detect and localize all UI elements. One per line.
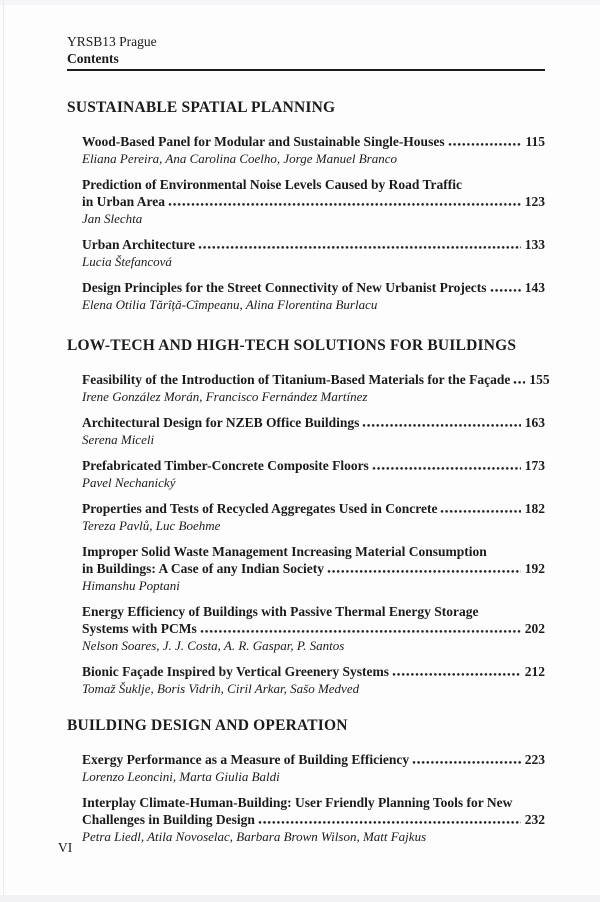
entry-title-line bbox=[82, 279, 545, 296]
dot-leader bbox=[412, 760, 521, 764]
entry-title-line bbox=[82, 176, 545, 193]
section-sustainable-spatial-planning bbox=[67, 98, 545, 313]
dot-leader bbox=[258, 820, 521, 824]
running-title: YRSB13 Prague bbox=[67, 34, 157, 49]
page-number: 182 bbox=[524, 501, 545, 516]
entry-title: Architectural Design for NZEB Office Buildings bbox=[82, 415, 360, 430]
entry-title-line bbox=[82, 236, 545, 253]
dot-leader bbox=[198, 245, 521, 249]
toc-entry bbox=[82, 500, 545, 534]
page-number: 133 bbox=[524, 237, 545, 252]
entry-title: Improper Solid Waste Management Increasing Material Consumption bbox=[82, 544, 487, 559]
dot-leader bbox=[513, 380, 525, 384]
entry-authors: Jan Slechta bbox=[82, 211, 143, 226]
entry-title-line-2 bbox=[82, 811, 545, 828]
entry-authors: Nelson Soares, J. J. Costa, A. R. Gaspar, P. Santos bbox=[82, 638, 345, 653]
entry-authors: Petra Liedl, Atila Novoselac, Barbara Brown Wilson, Matt Fajkus bbox=[82, 829, 427, 844]
dot-leader bbox=[490, 288, 521, 292]
entry-title-continued: Challenges in Building Design bbox=[82, 812, 255, 827]
page-number: 163 bbox=[524, 415, 545, 430]
entry-title-line bbox=[82, 500, 545, 517]
section-heading: LOW-TECH AND HIGH-TECH SOLUTIONS FOR BUILDINGS bbox=[67, 337, 517, 354]
footer-page-number: VI bbox=[58, 840, 73, 855]
entry-title-line bbox=[82, 371, 550, 388]
section-heading: SUSTAINABLE SPATIAL PLANNING bbox=[67, 99, 336, 116]
entry-title-line bbox=[82, 543, 545, 560]
entry-title-line-2 bbox=[82, 560, 545, 577]
entry-authors: Tereza Pavlů, Luc Boehme bbox=[82, 518, 221, 533]
running-header bbox=[67, 33, 545, 71]
page-number: 212 bbox=[524, 664, 545, 679]
entry-title-continued: in Urban Area bbox=[82, 194, 166, 209]
entry-authors: Tomaž Šuklje, Boris Vidrih, Ciril Arkar, Sašo Medved bbox=[82, 681, 360, 696]
entry-title-line bbox=[82, 663, 545, 680]
entry-authors: Lorenzo Leoncini, Marta Giulia Baldi bbox=[82, 769, 280, 784]
entry-title-line bbox=[82, 457, 545, 474]
entry-authors: Serena Miceli bbox=[82, 432, 155, 447]
entry-title-line-2 bbox=[82, 193, 545, 210]
entry-title: Wood-Based Panel for Modular and Sustainable Single-Houses bbox=[82, 134, 445, 149]
entry-title: Properties and Tests of Recycled Aggregates Used in Concrete bbox=[82, 501, 438, 516]
entry-title-line bbox=[82, 133, 545, 150]
dot-leader bbox=[440, 509, 520, 513]
entry-title: Design Principles for the Street Connectivity of New Urbanist Projects bbox=[82, 280, 487, 295]
entry-title: Feasibility of the Introduction of Titanium-Based Materials for the Façade bbox=[82, 372, 511, 387]
toc-entry bbox=[82, 371, 550, 405]
entry-authors: Himanshu Poptani bbox=[82, 578, 180, 593]
toc-entry bbox=[82, 414, 545, 448]
toc-entry bbox=[82, 457, 545, 491]
entry-title-line bbox=[82, 751, 545, 768]
page-number: 232 bbox=[524, 812, 545, 827]
entry-authors: Eliana Pereira, Ana Carolina Coelho, Jorge Manuel Branco bbox=[82, 151, 397, 166]
page-number: 155 bbox=[529, 372, 550, 387]
entry-title-line bbox=[82, 414, 545, 431]
section-heading: BUILDING DESIGN AND OPERATION bbox=[67, 717, 348, 734]
toc-entry bbox=[82, 663, 545, 697]
header-rule bbox=[67, 69, 545, 71]
dot-leader bbox=[372, 466, 521, 470]
page-number: 192 bbox=[524, 561, 545, 576]
entry-authors: Elena Otilia Tărîță-Cîmpeanu, Alina Florentina Burlacu bbox=[82, 297, 378, 312]
page-number: 115 bbox=[525, 134, 545, 149]
page-number: 202 bbox=[524, 621, 545, 636]
entry-title: Bionic Façade Inspired by Vertical Greenery Systems bbox=[82, 664, 389, 679]
entry-title: Urban Architecture bbox=[82, 237, 196, 252]
entry-title-line-2 bbox=[82, 620, 545, 637]
entry-title: Prediction of Environmental Noise Levels Caused by Road Traffic bbox=[82, 177, 462, 192]
entry-title-line bbox=[82, 603, 545, 620]
entry-authors: Irene González Morán, Francisco Fernández Martínez bbox=[82, 389, 368, 404]
dot-leader bbox=[392, 672, 521, 676]
toc-entry bbox=[82, 279, 545, 313]
toc-entry bbox=[82, 603, 545, 654]
entry-title: Prefabricated Timber-Concrete Composite Floors bbox=[82, 458, 369, 473]
toc-entry bbox=[82, 176, 545, 227]
toc-entry bbox=[82, 794, 545, 845]
dot-leader bbox=[362, 423, 520, 427]
entry-title: Interplay Climate-Human-Building: User Friendly Planning Tools for New bbox=[82, 795, 513, 810]
dot-leader bbox=[168, 202, 521, 206]
page-number: 223 bbox=[524, 752, 545, 767]
toc-entry bbox=[82, 751, 545, 785]
dot-leader bbox=[448, 142, 522, 146]
toc-entry bbox=[82, 236, 545, 270]
page-number: 173 bbox=[524, 458, 545, 473]
section-building-design-operation bbox=[67, 716, 545, 845]
contents-label: Contents bbox=[67, 51, 119, 66]
entry-title: Energy Efficiency of Buildings with Passive Thermal Energy Storage bbox=[82, 604, 479, 619]
toc-entry bbox=[82, 543, 545, 594]
entry-title: Exergy Performance as a Measure of Building Efficiency bbox=[82, 752, 410, 767]
entry-title-continued: Systems with PCMs bbox=[82, 621, 197, 636]
section-low-tech-high-tech-solutions bbox=[67, 336, 550, 697]
dot-leader bbox=[200, 629, 521, 633]
dot-leader bbox=[327, 569, 521, 573]
entry-title-continued: in Buildings: A Case of any Indian Society bbox=[82, 561, 324, 576]
page-number: 123 bbox=[524, 194, 545, 209]
toc-entry bbox=[82, 133, 545, 167]
entry-authors: Pavel Nechanický bbox=[82, 475, 176, 490]
entry-authors: Lucia Štefancová bbox=[82, 254, 172, 269]
page-number: 143 bbox=[524, 280, 545, 295]
entry-title-line bbox=[82, 794, 545, 811]
